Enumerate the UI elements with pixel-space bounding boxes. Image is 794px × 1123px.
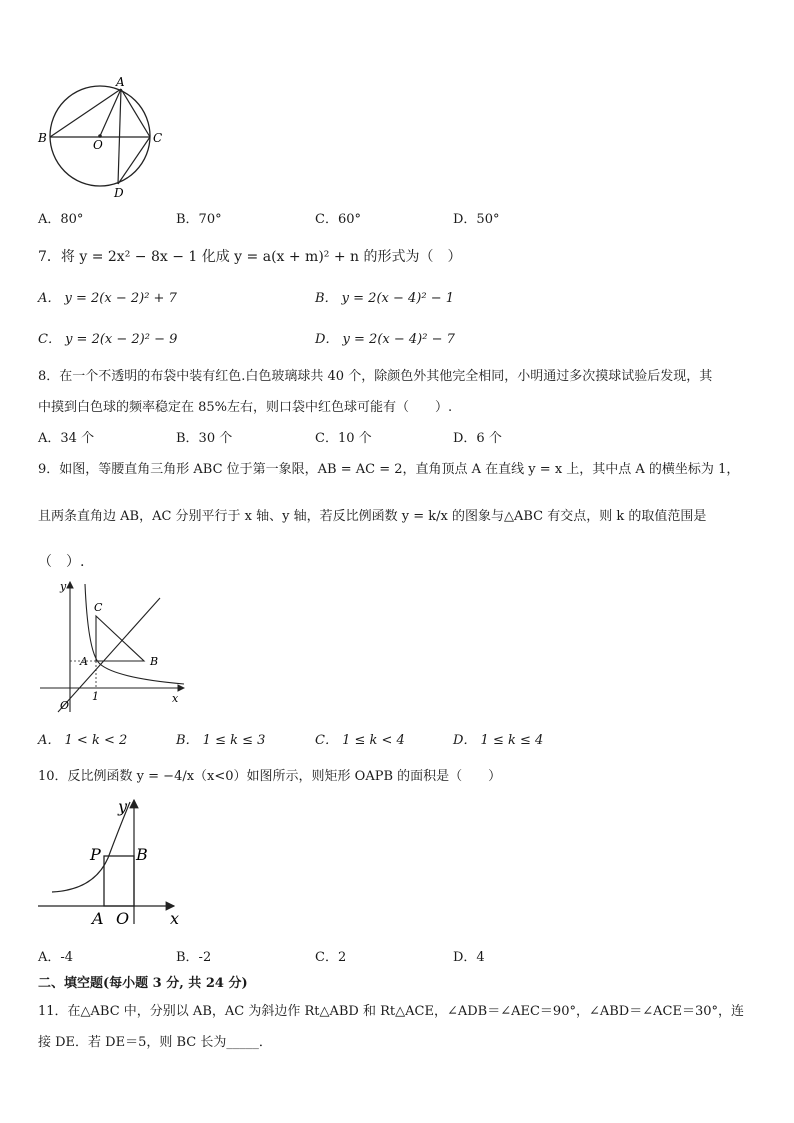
fig6-label-d: D: [114, 186, 124, 200]
q6-option-c: C．60°: [315, 212, 361, 227]
q6-option-d: D．50°: [453, 212, 500, 227]
q9-figure: [36, 576, 192, 716]
q9-stem-line2: 且两条直角边 AB，AC 分别平行于 x 轴、y 轴，若反比例函数 y = k/x 的图象与△ABC 有交点，则 k 的取值范围是: [38, 509, 707, 524]
fig9-label-y: y: [60, 580, 67, 593]
q8-option-d: D．6 个: [453, 431, 502, 446]
q6-option-b: B．70°: [176, 212, 222, 227]
fig9-label-one: 1: [92, 690, 99, 703]
fig6-label-c: C: [153, 131, 163, 145]
q10-option-b: B．-2: [176, 950, 212, 965]
fig10-label-a: A: [92, 909, 104, 928]
q10-stem: 10．反比例函数 y = −4/x（x<0）如图所示，则矩形 OAPB 的面积是（ ）: [38, 769, 502, 784]
fig9-label-c: C: [94, 601, 103, 614]
q9-option-a: A． 1 < k < 2: [38, 733, 128, 748]
q7-option-d: D． y = 2(x − 4)² − 7: [315, 332, 455, 347]
fig6-label-o: O: [93, 138, 103, 152]
fig9-label-o: O: [60, 699, 70, 712]
q11-stem-line1: 11．在△ABC 中，分别以 AB，AC 为斜边作 Rt△ABD 和 Rt△ACE，∠ADB＝∠AEC＝90°，∠ABD＝∠ACE＝30°，连: [38, 1004, 744, 1019]
fig10-label-o: O: [116, 909, 130, 928]
q8-stem-line2: 中摸到白色球的频率稳定在 85%左右，则口袋中红色球可能有（ ）.: [38, 400, 453, 415]
q8-option-a: A．34 个: [38, 431, 95, 446]
q10-option-a: A．-4: [38, 950, 74, 965]
fig9-label-a: A: [80, 655, 88, 668]
q7-option-b: B． y = 2(x − 4)² − 1: [315, 291, 455, 306]
fig10-label-b: B: [136, 845, 148, 864]
q9-option-b: B． 1 ≤ k ≤ 3: [176, 733, 266, 748]
q6-figure: [30, 76, 170, 202]
q9-option-d: D． 1 ≤ k ≤ 4: [453, 733, 544, 748]
fig9-label-b: B: [150, 655, 159, 668]
q9-stem-line3: （ ）.: [38, 554, 85, 570]
fig9-label-x: x: [172, 692, 179, 705]
q10-option-d: D．4: [453, 950, 485, 965]
q6-option-a: A．80°: [38, 212, 84, 227]
q9-option-c: C． 1 ≤ k < 4: [315, 733, 405, 748]
fig6-label-a: A: [116, 76, 125, 89]
q9-stem-line1: 9．如图，等腰直角三角形 ABC 位于第一象限，AB = AC = 2，直角顶点 A 在直线 y = x 上，其中点 A 的横坐标为 1，: [38, 462, 740, 477]
fig10-label-x: x: [170, 909, 180, 928]
q7-stem: 7．将 y = 2x² − 8x − 1 化成 y = a(x + m)² + n 的形式为（ ）: [38, 249, 462, 265]
q7-option-a: A． y = 2(x − 2)² + 7: [38, 291, 177, 306]
q11-stem-line2: 接 DE．若 DE＝5，则 BC 长为_____．: [38, 1035, 272, 1050]
fig6-label-b: B: [38, 131, 47, 145]
q7-option-c: C． y = 2(x − 2)² − 9: [38, 332, 178, 347]
q10-option-c: C．2: [315, 950, 347, 965]
q8-option-c: C．10 个: [315, 431, 372, 446]
fig10-label-y: y: [118, 797, 128, 816]
fig10-label-p: P: [90, 845, 101, 864]
q8-option-b: B．30 个: [176, 431, 233, 446]
q8-stem-line1: 8．在一个不透明的布袋中装有红色.白色玻璃球共 40 个，除颜色外其他完全相同，小明通过多次摸球试验后发现，其: [38, 369, 713, 384]
section-fill-in-title: 二、填空题(每小题 3 分, 共 24 分): [38, 976, 248, 991]
q10-figure: [36, 796, 186, 930]
